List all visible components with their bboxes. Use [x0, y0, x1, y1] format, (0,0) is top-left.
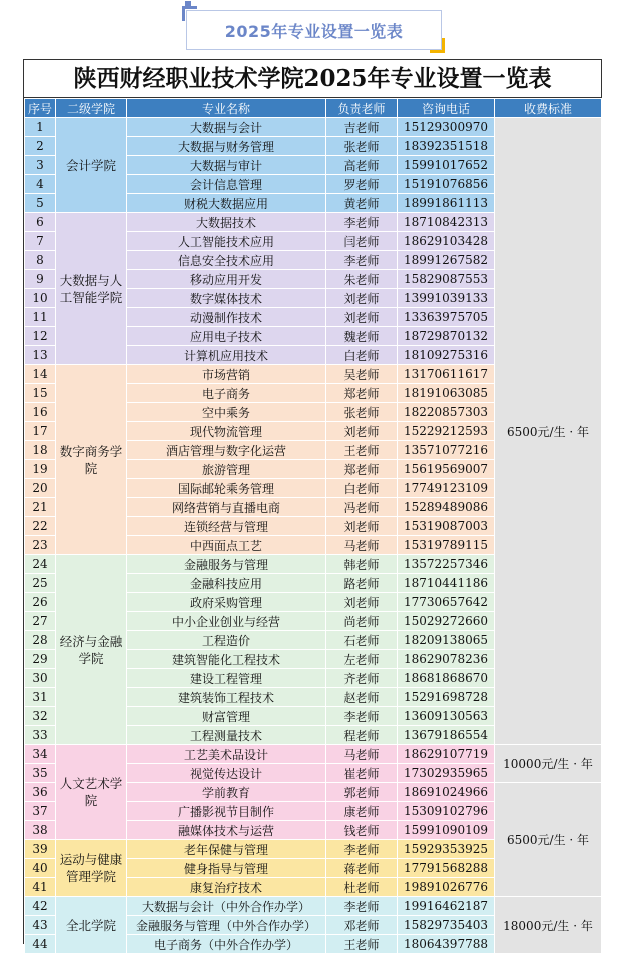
- major-name: 中小企业创业与经营: [127, 612, 326, 631]
- teacher-name: 张老师: [326, 403, 398, 422]
- major-name: 工程造价: [127, 631, 326, 650]
- table-row: [25, 745, 602, 764]
- phone-number: 18109275316: [398, 346, 495, 365]
- major-name: 广播影视节目制作: [127, 802, 326, 821]
- row-no: 29: [25, 650, 56, 669]
- row-no: 24: [25, 555, 56, 574]
- major-name: 大数据与审计: [127, 156, 326, 175]
- teacher-name: 刘老师: [326, 593, 398, 612]
- major-name: 数字媒体技术: [127, 289, 326, 308]
- major-name: 金融科技应用: [127, 574, 326, 593]
- table-row: [25, 118, 602, 137]
- major-name: 大数据技术: [127, 213, 326, 232]
- row-no: 34: [25, 745, 56, 764]
- teacher-name: 左老师: [326, 650, 398, 669]
- header-major: 专业名称: [127, 99, 326, 118]
- phone-number: 17730657642: [398, 593, 495, 612]
- row-no: 37: [25, 802, 56, 821]
- major-name: 政府采购管理: [127, 593, 326, 612]
- phone-number: 18064397788: [398, 935, 495, 954]
- teacher-name: 李老师: [326, 707, 398, 726]
- phone-number: 15191076856: [398, 175, 495, 194]
- row-no: 3: [25, 156, 56, 175]
- row-no: 33: [25, 726, 56, 745]
- phone-number: 18629078236: [398, 650, 495, 669]
- phone-number: 17302935965: [398, 764, 495, 783]
- header-phone: 咨询电话: [398, 99, 495, 118]
- row-no: 12: [25, 327, 56, 346]
- fee-cell: 10000元/生 · 年: [495, 745, 602, 783]
- teacher-name: 冯老师: [326, 498, 398, 517]
- major-name: 电子商务（中外合作办学）: [127, 935, 326, 954]
- college-cell: 会计学院: [56, 118, 127, 213]
- major-table: [24, 98, 602, 954]
- phone-number: 15229212593: [398, 422, 495, 441]
- phone-number: 18710441186: [398, 574, 495, 593]
- phone-number: 13609130563: [398, 707, 495, 726]
- major-name: 金融服务与管理（中外合作办学）: [127, 916, 326, 935]
- table-header-row: [25, 99, 602, 118]
- row-no: 14: [25, 365, 56, 384]
- fee-cell: 6500元/生 · 年: [495, 783, 602, 897]
- major-name: 老年保健与管理: [127, 840, 326, 859]
- teacher-name: 郑老师: [326, 384, 398, 403]
- major-name: 现代物流管理: [127, 422, 326, 441]
- row-no: 17: [25, 422, 56, 441]
- teacher-name: 王老师: [326, 441, 398, 460]
- phone-number: 15829735403: [398, 916, 495, 935]
- major-name: 应用电子技术: [127, 327, 326, 346]
- header-fee: 收费标准: [495, 99, 602, 118]
- phone-number: 18209138065: [398, 631, 495, 650]
- major-name: 金融服务与管理: [127, 555, 326, 574]
- major-name: 视觉传达设计: [127, 764, 326, 783]
- table-row: [25, 897, 602, 916]
- teacher-name: 朱老师: [326, 270, 398, 289]
- teacher-name: 马老师: [326, 536, 398, 555]
- row-no: 25: [25, 574, 56, 593]
- phone-number: 15991090109: [398, 821, 495, 840]
- college-cell: 全北学院: [56, 897, 127, 954]
- row-no: 41: [25, 878, 56, 897]
- major-name: 网络营销与直播电商: [127, 498, 326, 517]
- phone-number: 15029272660: [398, 612, 495, 631]
- teacher-name: 程老师: [326, 726, 398, 745]
- phone-number: 18220857303: [398, 403, 495, 422]
- teacher-name: 白老师: [326, 479, 398, 498]
- row-no: 11: [25, 308, 56, 327]
- teacher-name: 蒋老师: [326, 859, 398, 878]
- row-no: 27: [25, 612, 56, 631]
- major-name: 国际邮轮乘务管理: [127, 479, 326, 498]
- major-name: 财富管理: [127, 707, 326, 726]
- major-name: 大数据与财务管理: [127, 137, 326, 156]
- row-no: 35: [25, 764, 56, 783]
- college-cell: 运动与健康管理学院: [56, 840, 127, 897]
- row-no: 10: [25, 289, 56, 308]
- teacher-name: 刘老师: [326, 422, 398, 441]
- major-name: 连锁经营与管理: [127, 517, 326, 536]
- phone-number: 17749123109: [398, 479, 495, 498]
- row-no: 36: [25, 783, 56, 802]
- major-name: 健身指导与管理: [127, 859, 326, 878]
- college-cell: 人文艺术学院: [56, 745, 127, 840]
- teacher-name: 韩老师: [326, 555, 398, 574]
- row-no: 32: [25, 707, 56, 726]
- major-name: 酒店管理与数字化运营: [127, 441, 326, 460]
- row-no: 13: [25, 346, 56, 365]
- teacher-name: 郭老师: [326, 783, 398, 802]
- phone-number: 15319087003: [398, 517, 495, 536]
- major-name: 中西面点工艺: [127, 536, 326, 555]
- phone-number: 18691024966: [398, 783, 495, 802]
- teacher-name: 刘老师: [326, 517, 398, 536]
- major-name: 移动应用开发: [127, 270, 326, 289]
- teacher-name: 白老师: [326, 346, 398, 365]
- header-badge: [186, 10, 442, 50]
- major-name: 动漫制作技术: [127, 308, 326, 327]
- phone-number: 18629103428: [398, 232, 495, 251]
- row-no: 7: [25, 232, 56, 251]
- teacher-name: 邓老师: [326, 916, 398, 935]
- major-name: 大数据与会计（中外合作办学）: [127, 897, 326, 916]
- phone-number: 19891026776: [398, 878, 495, 897]
- row-no: 1: [25, 118, 56, 137]
- major-name: 建筑智能化工程技术: [127, 650, 326, 669]
- teacher-name: 康老师: [326, 802, 398, 821]
- college-cell: 经济与金融学院: [56, 555, 127, 745]
- row-no: 21: [25, 498, 56, 517]
- badge-corner-bottom-right: [430, 38, 445, 53]
- row-no: 15: [25, 384, 56, 403]
- teacher-name: 尚老师: [326, 612, 398, 631]
- teacher-name: 闫老师: [326, 232, 398, 251]
- teacher-name: 石老师: [326, 631, 398, 650]
- teacher-name: 吴老师: [326, 365, 398, 384]
- phone-number: 18191063085: [398, 384, 495, 403]
- teacher-name: 黄老师: [326, 194, 398, 213]
- major-name: 康复治疗技术: [127, 878, 326, 897]
- row-no: 2: [25, 137, 56, 156]
- row-no: 9: [25, 270, 56, 289]
- phone-number: 18629107719: [398, 745, 495, 764]
- major-name: 信息安全技术应用: [127, 251, 326, 270]
- teacher-name: 郑老师: [326, 460, 398, 479]
- phone-number: 18710842313: [398, 213, 495, 232]
- row-no: 16: [25, 403, 56, 422]
- badge-corner-top-left: [182, 6, 197, 21]
- phone-number: 13170611617: [398, 365, 495, 384]
- phone-number: 18392351518: [398, 137, 495, 156]
- major-name: 建筑装饰工程技术: [127, 688, 326, 707]
- table-body: [25, 118, 602, 954]
- row-no: 26: [25, 593, 56, 612]
- row-no: 23: [25, 536, 56, 555]
- teacher-name: 罗老师: [326, 175, 398, 194]
- major-name: 工程测量技术: [127, 726, 326, 745]
- row-no: 5: [25, 194, 56, 213]
- major-name: 大数据与会计: [127, 118, 326, 137]
- phone-number: 13363975705: [398, 308, 495, 327]
- row-no: 18: [25, 441, 56, 460]
- major-name: 空中乘务: [127, 403, 326, 422]
- phone-number: 13571077216: [398, 441, 495, 460]
- row-no: 44: [25, 935, 56, 954]
- row-no: 8: [25, 251, 56, 270]
- teacher-name: 刘老师: [326, 289, 398, 308]
- row-no: 22: [25, 517, 56, 536]
- header-college: 二级学院: [56, 99, 127, 118]
- teacher-name: 李老师: [326, 897, 398, 916]
- teacher-name: 崔老师: [326, 764, 398, 783]
- major-name: 计算机应用技术: [127, 346, 326, 365]
- row-no: 4: [25, 175, 56, 194]
- row-no: 31: [25, 688, 56, 707]
- major-name: 电子商务: [127, 384, 326, 403]
- phone-number: 15129300970: [398, 118, 495, 137]
- teacher-name: 王老师: [326, 935, 398, 954]
- major-name: 旅游管理: [127, 460, 326, 479]
- major-name: 会计信息管理: [127, 175, 326, 194]
- phone-number: 18729870132: [398, 327, 495, 346]
- phone-number: 15619569007: [398, 460, 495, 479]
- teacher-name: 路老师: [326, 574, 398, 593]
- teacher-name: 齐老师: [326, 669, 398, 688]
- badge-text: 2025年专业设置一览表: [224, 21, 404, 41]
- college-cell: 数字商务学院: [56, 365, 127, 555]
- phone-number: 15991017652: [398, 156, 495, 175]
- college-cell: 大数据与人工智能学院: [56, 213, 127, 365]
- teacher-name: 吉老师: [326, 118, 398, 137]
- teacher-name: 赵老师: [326, 688, 398, 707]
- phone-number: 19916462187: [398, 897, 495, 916]
- teacher-name: 刘老师: [326, 308, 398, 327]
- teacher-name: 张老师: [326, 137, 398, 156]
- fee-cell: 18000元/生 · 年: [495, 897, 602, 954]
- phone-number: 15289489086: [398, 498, 495, 517]
- teacher-name: 高老师: [326, 156, 398, 175]
- phone-number: 13991039133: [398, 289, 495, 308]
- row-no: 40: [25, 859, 56, 878]
- phone-number: 13572257346: [398, 555, 495, 574]
- phone-number: 13679186554: [398, 726, 495, 745]
- phone-number: 15291698728: [398, 688, 495, 707]
- phone-number: 18991861113: [398, 194, 495, 213]
- phone-number: 15929353925: [398, 840, 495, 859]
- major-name: 工艺美术品设计: [127, 745, 326, 764]
- major-name: 人工智能技术应用: [127, 232, 326, 251]
- row-no: 38: [25, 821, 56, 840]
- row-no: 42: [25, 897, 56, 916]
- header-no: 序号: [25, 99, 56, 118]
- row-no: 19: [25, 460, 56, 479]
- teacher-name: 李老师: [326, 251, 398, 270]
- row-no: 20: [25, 479, 56, 498]
- phone-number: 15309102796: [398, 802, 495, 821]
- major-name: 融媒体技术与运营: [127, 821, 326, 840]
- phone-number: 15319789115: [398, 536, 495, 555]
- row-no: 43: [25, 916, 56, 935]
- teacher-name: 李老师: [326, 840, 398, 859]
- fee-cell: 6500元/生 · 年: [495, 118, 602, 745]
- row-no: 30: [25, 669, 56, 688]
- major-name: 学前教育: [127, 783, 326, 802]
- phone-number: 17791568288: [398, 859, 495, 878]
- phone-number: 18681868670: [398, 669, 495, 688]
- major-name: 市场营销: [127, 365, 326, 384]
- row-no: 6: [25, 213, 56, 232]
- teacher-name: 马老师: [326, 745, 398, 764]
- major-name: 建设工程管理: [127, 669, 326, 688]
- teacher-name: 魏老师: [326, 327, 398, 346]
- major-name: 财税大数据应用: [127, 194, 326, 213]
- header-teacher: 负责老师: [326, 99, 398, 118]
- major-table-document: [23, 59, 602, 952]
- row-no: 39: [25, 840, 56, 859]
- teacher-name: 钱老师: [326, 821, 398, 840]
- document-title: 陕西财经职业技术学院2025年专业设置一览表: [24, 60, 601, 98]
- phone-number: 15829087553: [398, 270, 495, 289]
- phone-number: 18991267582: [398, 251, 495, 270]
- teacher-name: 杜老师: [326, 878, 398, 897]
- row-no: 28: [25, 631, 56, 650]
- teacher-name: 李老师: [326, 213, 398, 232]
